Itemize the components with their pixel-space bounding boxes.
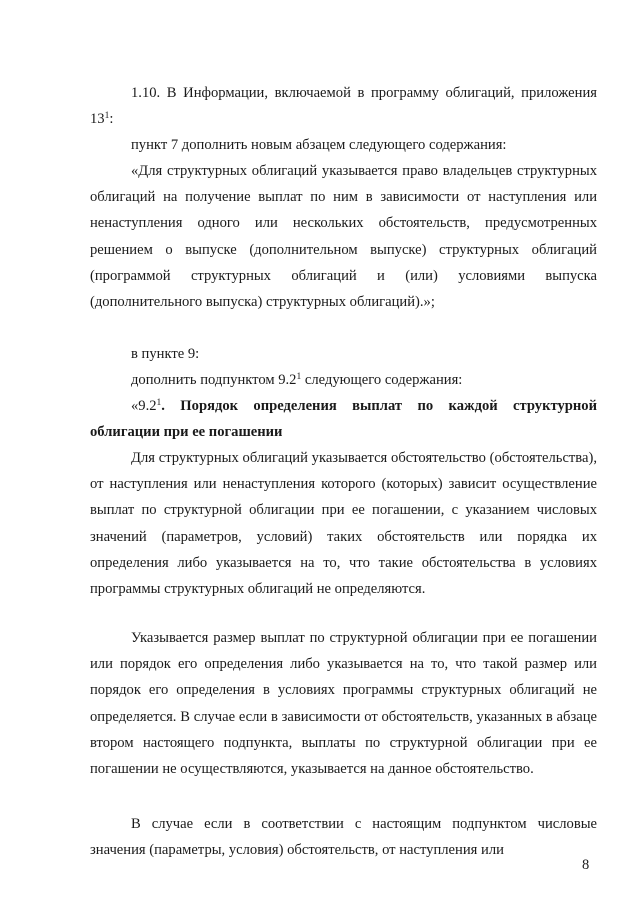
paragraph-1 [90,80,597,132]
paragraph-1-text: 1.10. В Информации, включаемой в программу облигаций, приложения 13 [90,85,597,128]
page-number: 8 [582,857,590,873]
paragraph-8-text: Указывается размер выплат по структурной облигации при ее погашении или порядок его определения либо указывается на то, что такой размер или порядок его определения в условиях программы структурных облигаций не определяется. В случае если в зависимости от обстоятельств, указанных в абзаце втором настоящего подпункта, выплаты по структурной облигации при ее погашении не осуществляются, указывается на данное обстоятельство. [90,630,597,778]
paragraph-4 [90,341,597,367]
section-heading [90,393,597,445]
paragraph-2-text: пункт 7 дополнить новым абзацем следующего содержания: [131,137,507,153]
footnote-sup: 1 [104,110,110,121]
paragraph-7-text: Для структурных облигаций указывается обстоятельство (обстоятельства), от наступления или ненаступления которого (которых) зависит осуществление выплат по структурной облигации при ее погашении, с указанием числовых значений (параметров, условий) таких обстоятельств или порядка их определения либо указывается на то, что такие обстоятельства в условиях программы структурных облигаций не определяются. [90,450,597,598]
paragraph-8 [90,625,597,782]
paragraph-7 [90,445,597,602]
heading-number: «9.2 [131,398,157,414]
footnote-sup: 1 [156,397,162,408]
heading-text: . Порядок определения выплат по каждой структурной облигации при ее погашении [90,398,597,441]
footnote-sup: 1 [296,371,302,382]
paragraph-9 [90,811,597,863]
paragraph-3-text: «Для структурных облигаций указывается право владельцев структурных облигаций на получение выплат по ним в зависимости от наступления или ненаступления одного или нескольких обстоятельств, предусмотренных решением о выпуске (дополнительном выпуске) структурных облигаций (программой структурных облигаций и (или) условиями выпуска (дополнительного выпуска) структурных облигаций).»; [90,163,597,311]
paragraph-2 [90,132,597,158]
paragraph-5-text: дополнить подпунктом 9.2 [131,372,297,388]
paragraph-4-text: в пункте 9: [131,346,200,362]
paragraph-5-tail: следующего содержания: [301,372,463,388]
paragraph-1-tail: : [109,111,114,128]
paragraph-9-text: В случае если в соответствии с настоящим подпунктом числовые значения (параметры, условия) обстоятельств, от наступления или [90,816,597,859]
paragraph-3 [90,158,597,315]
paragraph-5 [90,367,597,393]
